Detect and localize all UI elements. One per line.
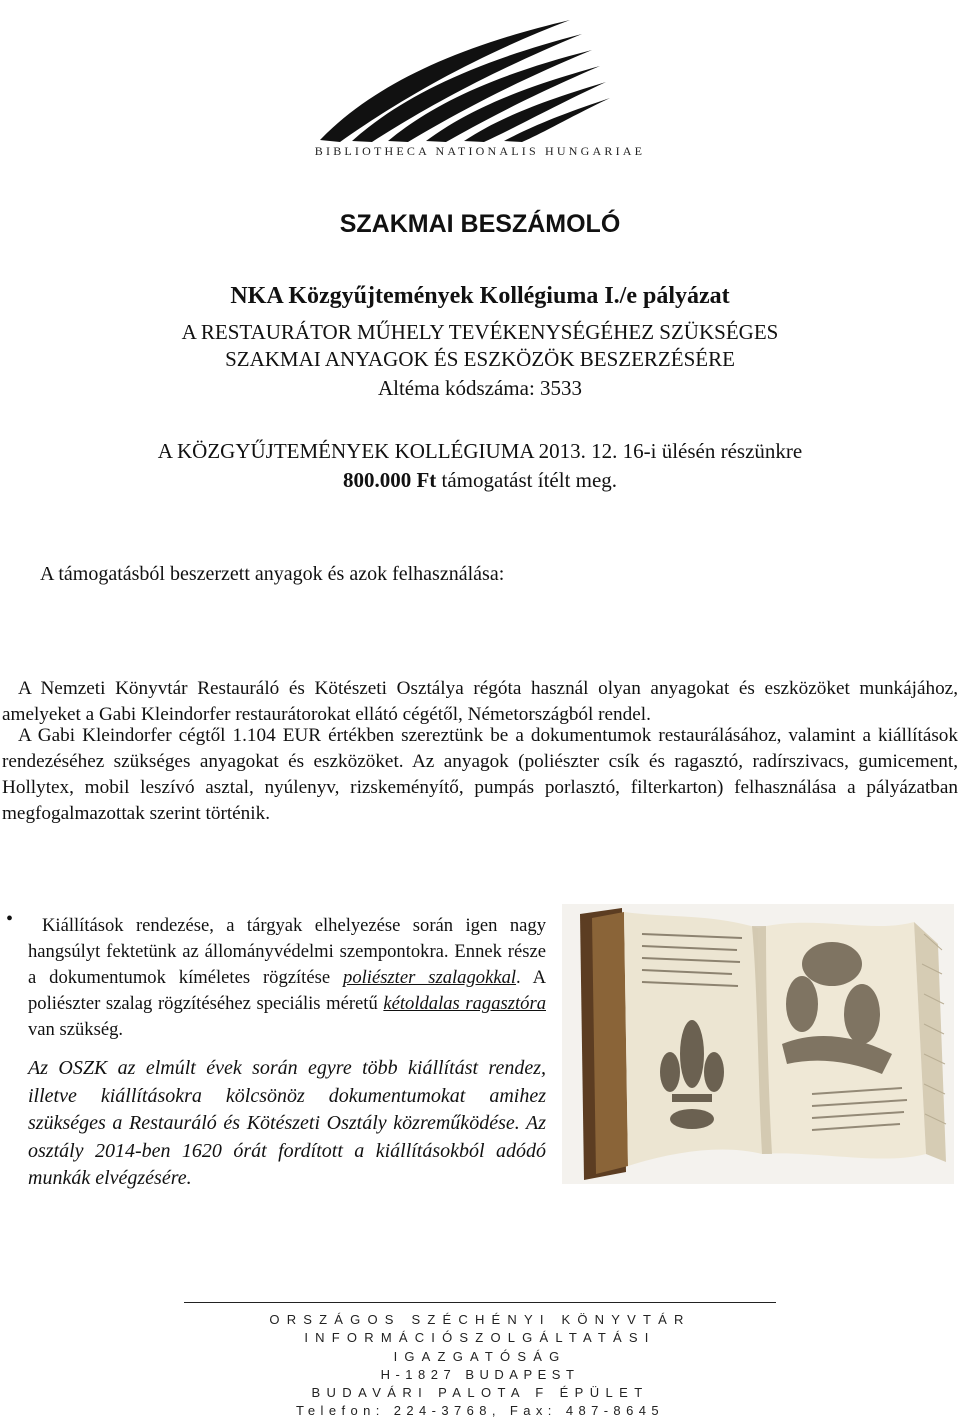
- footer-contact: Telefon: 224-3768, Fax: 487-8645: [296, 1403, 664, 1418]
- bullet-text-a: Kiállítások rendezése, a tárgyak elhelyezése során igen nagy hangsúlyt fektetünk az állományvédelmi szempontokra. Ennek része a dokumentumok kíméletes rögzítése: [28, 915, 546, 988]
- header-line-5: [0, 468, 960, 493]
- bullet-text-b: . A poliészter szalag rögzítéséhez speciális méretű: [28, 967, 546, 1014]
- logo-swoosh-icon: [300, 8, 660, 148]
- underlined-polyester-tape: poliészter szalagokkal: [343, 967, 517, 988]
- header-line-3: Altéma kódszáma: 3533: [377, 376, 583, 400]
- paragraph-2: A Gabi Kleindorfer cégtől 1.104 EUR értékben szereztünk be a dokumentumok restaurálásához, valamint a kiállítások rendezéséhez szükséges anyagokat és eszközöket. Az anyagok (poliészter csík és ragasztó, radírszivacs, gumicement, Hollytex, mobil leszívó asztal, nyúlenyv, rizskeményítő, pumpás porlasztó, filterkarton) felhasználása a pályázatban megfogalmazottak szerint történik.: [2, 725, 958, 824]
- open-book-image: [562, 904, 954, 1184]
- bullet-text-c: van szükség.: [28, 1019, 124, 1040]
- logo-text: BIBLIOTHECA NATIONALIS HUNGARIAE: [314, 144, 646, 158]
- footer-line-2: INFORMÁCIÓSZOLGÁLTATÁSI: [304, 1330, 656, 1345]
- header-line-4: A KÖZGYŰJTEMÉNYEK KOLLÉGIUMA 2013. 12. 16-i ülésén részünkre: [157, 439, 803, 463]
- bullet-marker: •: [6, 908, 14, 930]
- document-title: SZAKMAI BESZÁMOLÓ: [339, 210, 621, 238]
- grant-amount: 800.000 Ft: [342, 468, 437, 492]
- library-logo: [300, 8, 660, 158]
- footer-line-3: IGAZGATÓSÁG: [393, 1349, 567, 1364]
- header-line-2: SZAKMAI ANYAGOK ÉS ESZKÖZÖK BESZERZÉSÉRE: [225, 347, 735, 371]
- header-line-5-rest: támogatást ítélt meg.: [436, 468, 618, 492]
- section-heading: A támogatásból beszerzett anyagok és azok felhasználása:: [40, 563, 505, 585]
- bullet-paragraph: [28, 913, 546, 1043]
- document-subtitle: NKA Közgyűjtemények Kollégiuma I./e pályázat: [230, 283, 730, 309]
- footer-line-1: ORSZÁGOS SZÉCHÉNYI KÖNYVTÁR: [269, 1312, 691, 1327]
- footer-rule: [184, 1302, 776, 1303]
- open-book-photo: [562, 904, 954, 1184]
- header-line-1: A RESTAURÁTOR MŰHELY TEVÉKENYSÉGÉHEZ SZÜKSÉGES: [181, 320, 779, 344]
- footer-line-4: H-1827 BUDAPEST: [380, 1367, 580, 1382]
- italic-paragraph: Az OSZK az elmúlt évek során egyre több kiállítást rendez, illetve kiállításokra kölcsönöz dokumentumokat amihez szükséges a Restauráló és Kötészeti Osztály közreműködése. Az osztály 2014-ben 1620 órát fordított a kiállításokból adódó munkák elvégzésére.: [28, 1057, 546, 1189]
- underlined-double-sided-tape: kétoldalas ragasztóra: [383, 993, 546, 1014]
- paragraph-1: A Nemzeti Könyvtár Restauráló és Kötészeti Osztálya régóta használ olyan anyagokat és eszközöket munkájához, amelyeket a Gabi Kleindorfer restaurátorokat ellátó cégétől, Németországból rendel.: [2, 678, 958, 725]
- footer-line-5: BUDAVÁRI PALOTA F ÉPÜLET: [311, 1385, 649, 1400]
